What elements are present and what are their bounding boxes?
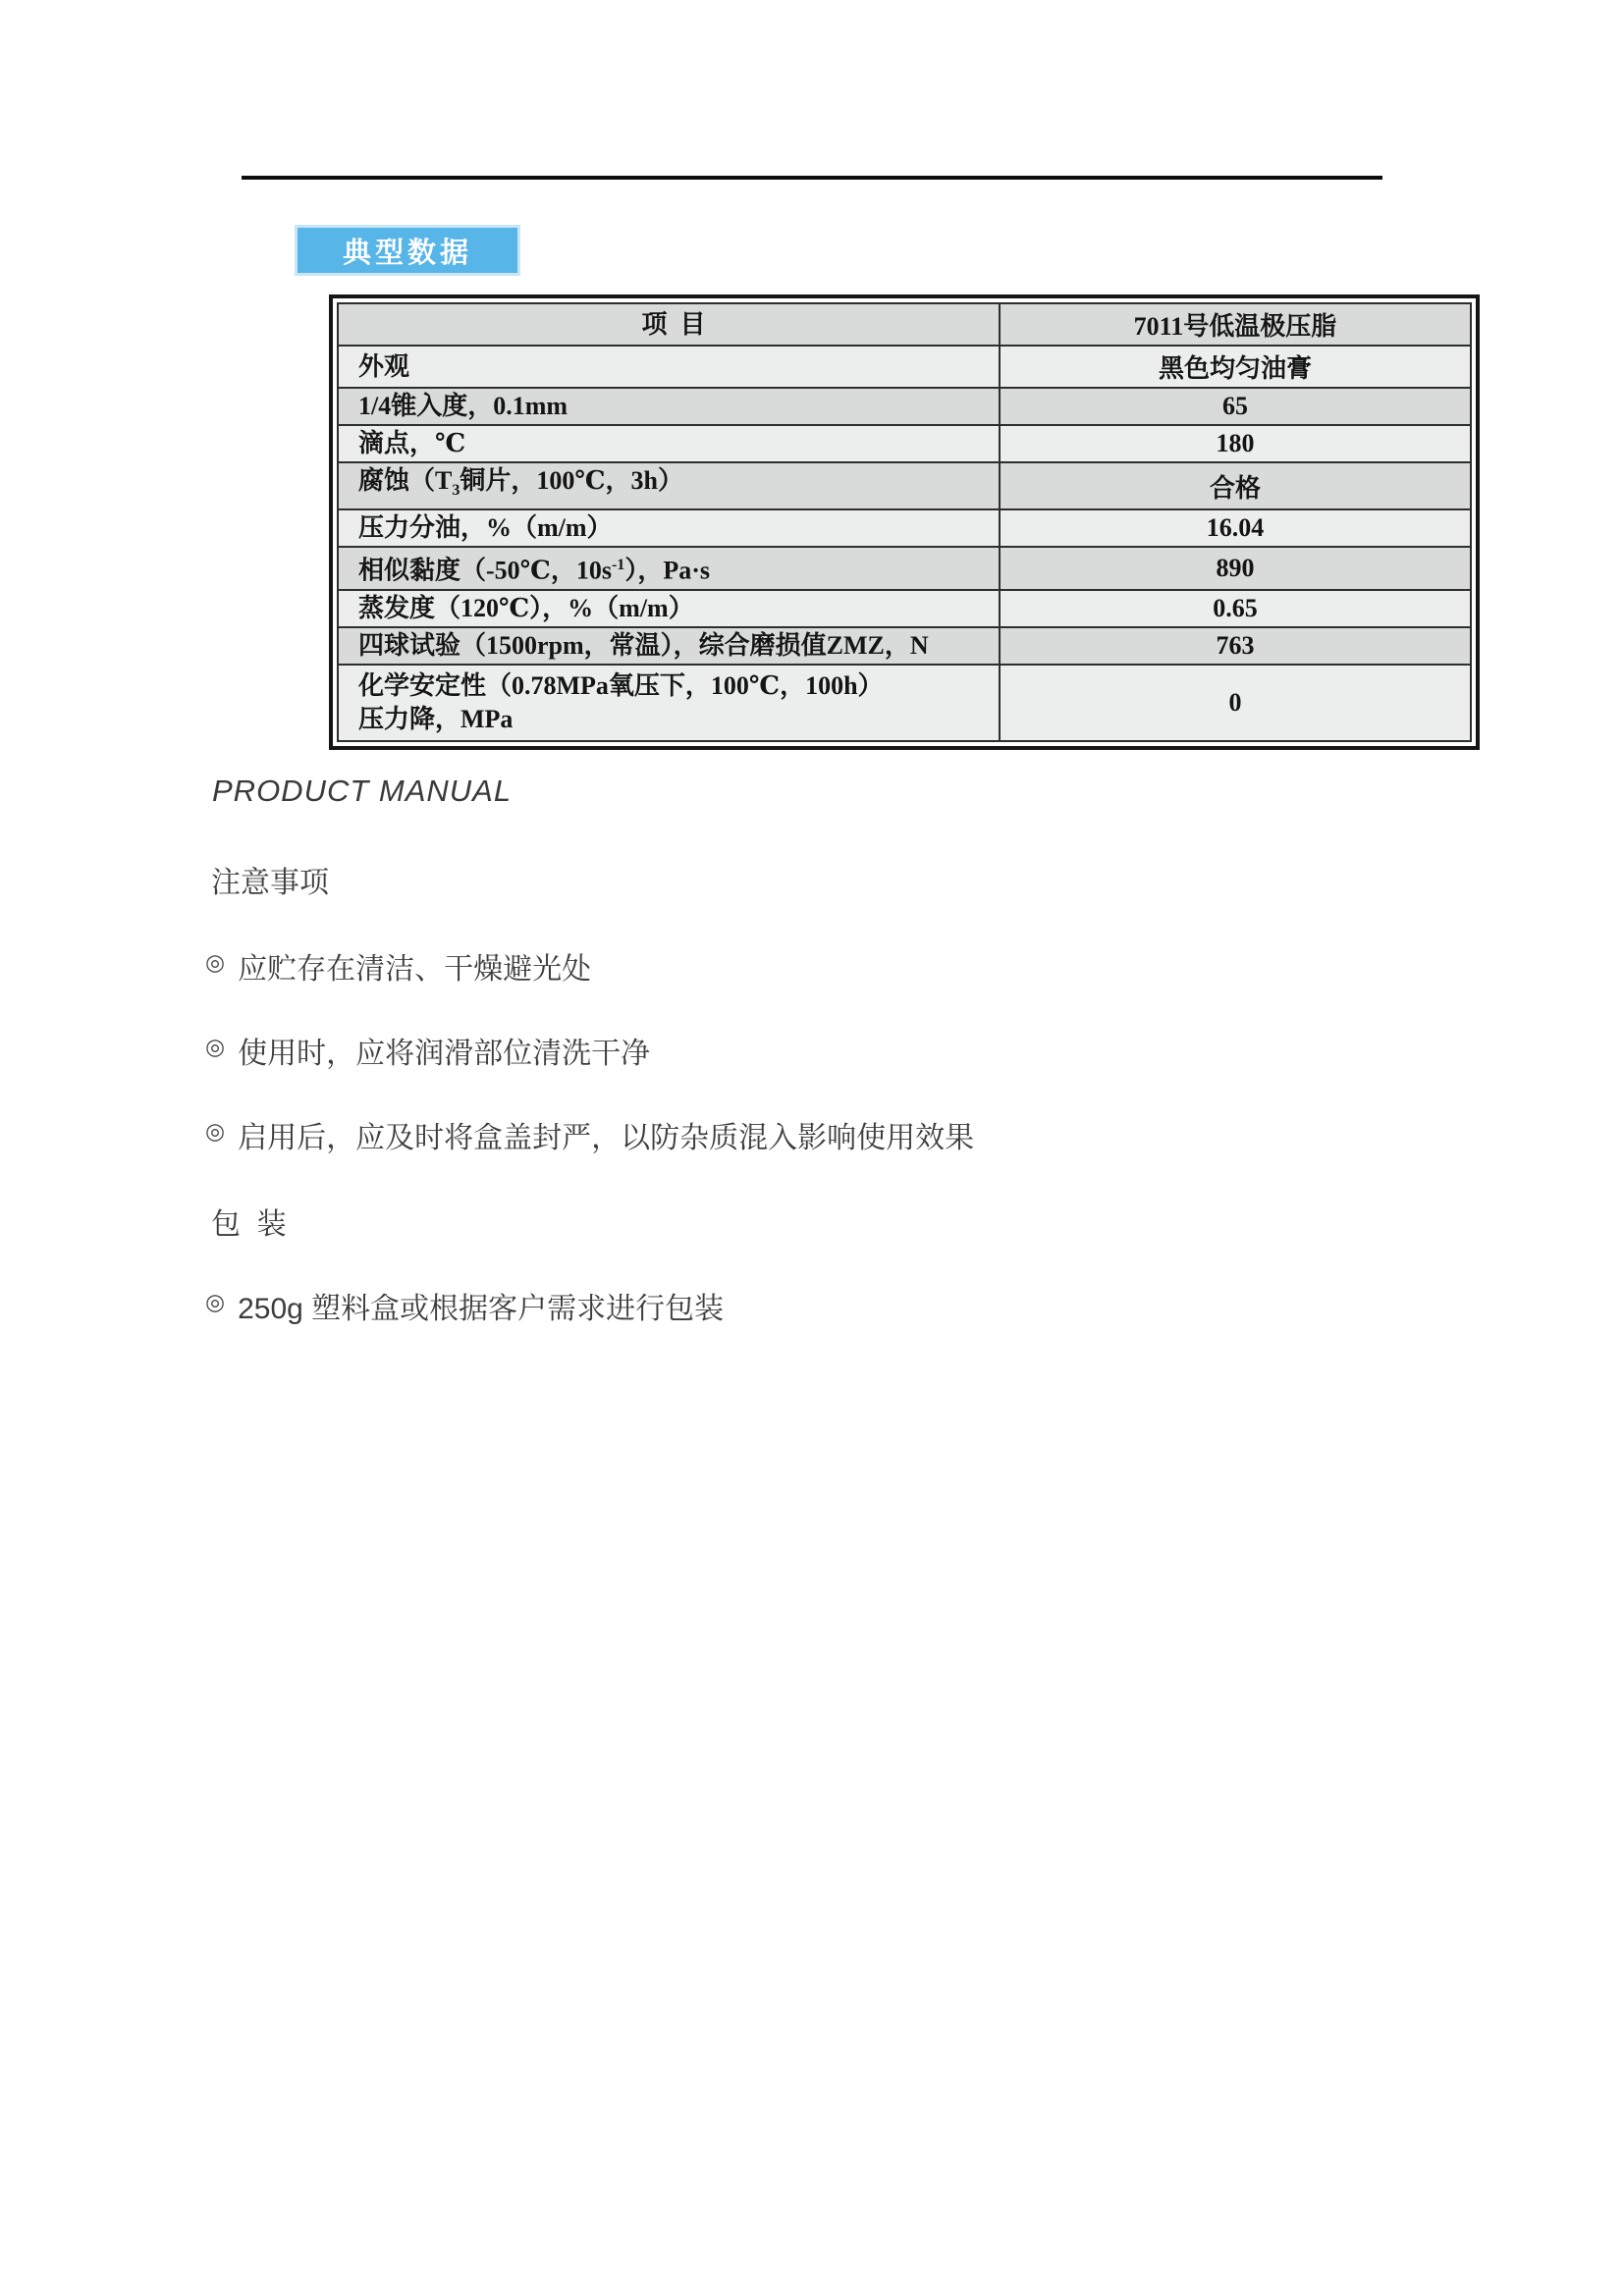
- table-text: 腐蚀（T: [358, 466, 453, 495]
- section-badge-typical-data: [298, 228, 517, 273]
- section-badge-label: 典型数据: [342, 237, 472, 269]
- table-cell-property: [338, 425, 1000, 462]
- packaging-text: 250g 塑料盒或根据客户需求进行包装: [238, 1293, 725, 1325]
- table-text: 3: [452, 482, 460, 500]
- table-cell-value: 合格: [1000, 462, 1471, 509]
- note-text: 启用后，应及时将盒盖封严，以防杂质混入影响使用效果: [238, 1122, 975, 1154]
- bullseye-bullet-icon: ◎: [205, 949, 226, 975]
- table-row: [338, 462, 1471, 509]
- note-text: 应贮存在清洁、干燥避光处: [238, 953, 592, 986]
- note-item: [205, 1113, 974, 1156]
- table-text: 压力降，MPa: [358, 704, 514, 733]
- table-cell-value: 180: [1000, 425, 1471, 462]
- table-cell-value: 黑色均匀油膏: [1000, 346, 1471, 388]
- note-item: [205, 1029, 650, 1072]
- table-cell-value: 0: [1000, 665, 1471, 741]
- table-cell-value: 0.65: [1000, 590, 1471, 627]
- table-cell-property: [338, 346, 1000, 388]
- bullseye-bullet-icon: ◎: [205, 1289, 226, 1314]
- table-cell-value: 16.04: [1000, 509, 1471, 547]
- table-row: [338, 665, 1471, 741]
- note-text: 使用时，应将润滑部位清洗干净: [238, 1038, 651, 1070]
- bullseye-bullet-icon: ◎: [205, 1034, 226, 1059]
- table-cell-value: 65: [1000, 388, 1471, 425]
- top-rule: [242, 176, 1382, 180]
- table-text: 滴点，℃: [358, 429, 466, 457]
- table-row: [338, 425, 1471, 462]
- table-text: 压力分油，%（m/m）: [358, 513, 613, 543]
- table-text: 1/4锥入度，0.1mm: [358, 392, 568, 420]
- packaging-item: [205, 1284, 724, 1327]
- table-cell-property: [338, 590, 1000, 627]
- table-cell-value: 763: [1000, 627, 1471, 665]
- table-cell-value: 890: [1000, 547, 1471, 590]
- table-cell-property: [338, 388, 1000, 425]
- typical-data-table: [329, 294, 1480, 750]
- table-cell-property: [338, 627, 1000, 665]
- table-row: [338, 627, 1471, 665]
- packaging-heading: 包 装: [211, 1208, 287, 1241]
- table-row: [338, 509, 1471, 547]
- table-text: 蒸发度（120℃），%（m/m）: [358, 593, 694, 622]
- table-text: 化学安定性（0.78MPa氧压下，100℃，100h）: [358, 670, 884, 700]
- table-row: [338, 303, 1471, 346]
- table-text: 四球试验（1500rpm，常温），综合磨损值ZMZ，N: [358, 630, 929, 660]
- table-row: [338, 388, 1471, 425]
- table-cell-property: [338, 462, 1000, 509]
- typical-data-table-grid: [337, 302, 1472, 742]
- table-text: 铜片，100℃，3h）: [460, 466, 684, 495]
- table-cell-property: [338, 509, 1000, 547]
- product-manual-title: PRODUCT MANUAL: [212, 774, 513, 808]
- note-item: [205, 944, 591, 988]
- table-row: [338, 590, 1471, 627]
- table-row: [338, 346, 1471, 388]
- table-text: 相似黏度（-50℃，10s: [358, 556, 612, 585]
- table-row: [338, 547, 1471, 590]
- notes-heading: 注意事项: [211, 867, 329, 899]
- table-text: -1: [611, 557, 625, 574]
- table-cell-property: [338, 547, 1000, 590]
- table-header-item: 项 目: [338, 303, 1000, 346]
- bullseye-bullet-icon: ◎: [205, 1118, 226, 1144]
- table-text: ），Pa·s: [624, 556, 711, 585]
- table-text: 外观: [358, 351, 410, 381]
- table-header-product: 7011号低温极压脂: [1000, 303, 1471, 346]
- table-cell-property: [338, 665, 1000, 741]
